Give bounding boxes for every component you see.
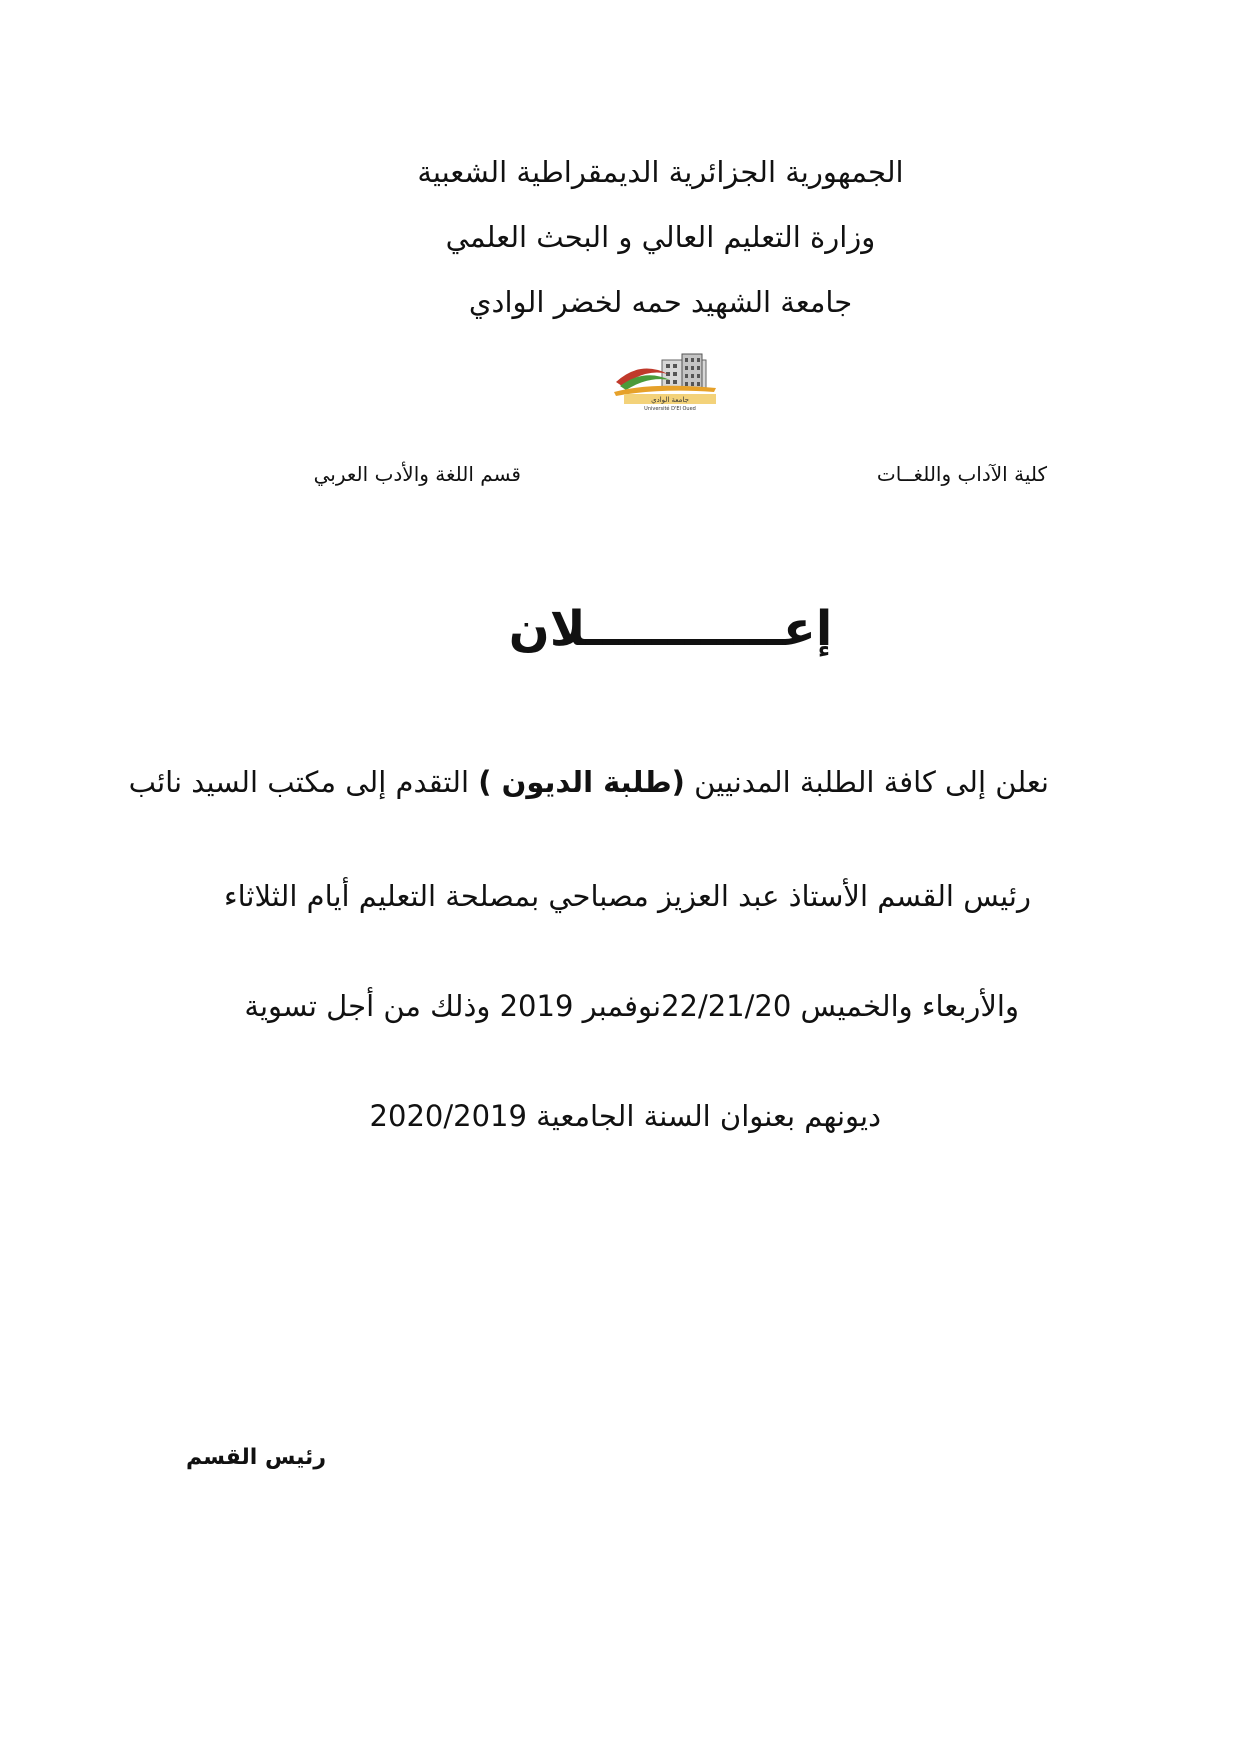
announcement-highlight: (طلبة الديون ) [478,765,685,799]
logo-arabic-text: جامعة الوادي [651,396,689,404]
university-logo-icon [610,352,728,412]
logo-latin-text: Université D'El Oued [644,406,696,412]
announcement-line-2: رئيس القسم الأستاذ عبد العزيز مصباحي بمصلحة التعليم أيام الثلاثاء [223,879,1031,913]
announcement-line-3: والأربعاء والخميس 22/21/20نوفمبر 2019 وذلك من أجل تسوية [244,989,1019,1023]
announcement-line-1 [129,762,1049,802]
announcement-line-4: ديونهم بعنوان السنة الجامعية 2020/2019 [369,1099,881,1133]
faculty-name: كلية الآداب واللغــات [876,462,1047,486]
signature-title: رئيس القسم [186,1445,326,1470]
header-republic: الجمهورية الجزائرية الديمقراطية الشعبية [417,155,904,189]
header-ministry: وزارة التعليم العالي و البحث العلمي [445,220,876,254]
announcement-line-1-start: نعلن إلى كافة الطلبة المدنيين [684,765,1049,799]
announcement-line-1-end: التقدم إلى مكتب السيد نائب [128,765,479,799]
announcement-title: إعــــــــــــلان [508,601,833,657]
department-name: قسم اللغة والأدب العربي [313,462,521,486]
header-university: جامعة الشهيد حمه لخضر الوادي [468,285,853,319]
